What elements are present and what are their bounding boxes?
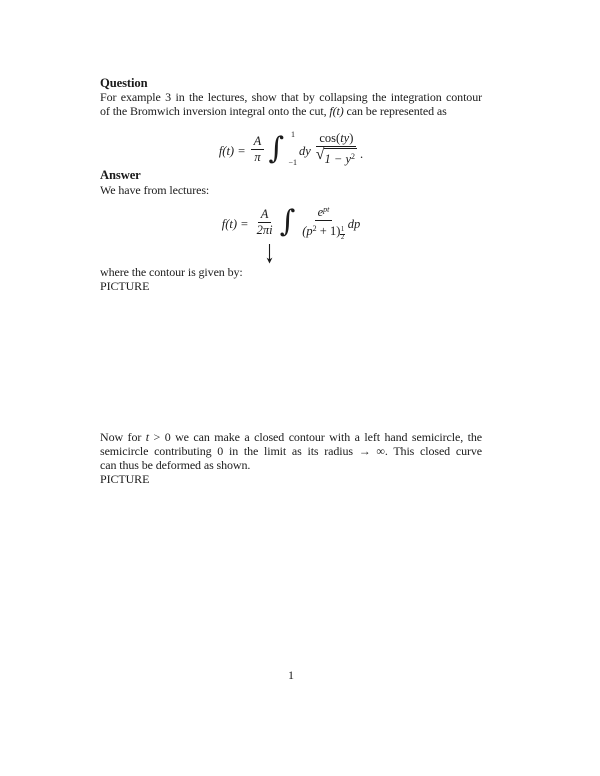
closing-line-1-pre: Now for <box>100 430 146 444</box>
integral-icon: ∫ <box>279 204 296 239</box>
formula1-lhs: f(t) = <box>218 144 246 158</box>
closing-line-1 <box>100 430 482 444</box>
formula2-exp-numerator <box>315 203 333 221</box>
closing-line-1-post: > 0 we can make a closed contour with a left hand semicircle, the <box>149 430 482 444</box>
formula1-cos-fn: cos( <box>319 131 341 145</box>
question-line-2 <box>100 104 482 118</box>
down-arrow-icon <box>264 243 275 268</box>
question-heading: Question <box>100 76 148 90</box>
formula2-exp-sup: pt <box>323 204 330 214</box>
formula1-integral <box>268 130 297 167</box>
formula1-lower-limit: −1 <box>288 158 297 167</box>
formula2-half-den: 2 <box>340 234 345 241</box>
answer-intro: We have from lectures: <box>100 183 210 197</box>
closing-line-2-text: semicircle contributing 0 in the limit as its radius → ∞. This closed curve <box>100 444 482 458</box>
formula1-cos-arg: ty <box>340 131 350 145</box>
formula2-numerator: A <box>258 208 272 223</box>
formula2-differential: dp <box>347 217 361 231</box>
formula1-radicand <box>324 148 357 166</box>
formula2-power-denominator <box>299 221 348 242</box>
formula1-fraction-cos-over-sqrt <box>313 132 360 166</box>
formula2-den-square: 2 <box>312 223 317 233</box>
closing-line-3: can thus be deformed as shown. <box>100 458 251 472</box>
formula1-numerator: A <box>251 135 265 150</box>
question-line-1-text: For example 3 in the lectures, show that by collapsing the integration contour <box>100 90 482 104</box>
picture-placeholder-2: PICTURE <box>100 472 150 486</box>
closing-line-2 <box>100 444 482 458</box>
formula1-radicand-body: 1 − y <box>324 152 352 166</box>
square-root <box>316 148 357 166</box>
formula1-differential: dy <box>298 144 311 158</box>
formula1-upper-limit: 1 <box>290 130 295 139</box>
formula2-fraction-exp-over-root <box>299 203 348 242</box>
answer-heading: Answer <box>100 168 141 182</box>
formula2-den-rest: + 1) <box>316 223 341 238</box>
formula1-cos-close: ) <box>349 131 354 145</box>
formula1-sqrt-denominator <box>313 147 360 166</box>
formula2-lhs: f(t) = <box>221 217 249 231</box>
formula2-fraction-A-over-2pii <box>254 208 276 237</box>
formula2-denominator: 2πi <box>256 222 273 237</box>
formula1-period: . <box>360 146 364 161</box>
formula2-den-open: (p <box>302 223 313 238</box>
display-formula-1 <box>100 127 482 171</box>
question-line-1 <box>100 90 482 104</box>
formula1-fraction-A-over-pi <box>251 135 265 164</box>
display-formula-2 <box>100 202 482 242</box>
formula1-denominator: π <box>254 149 261 164</box>
inline-math-f-of-t: f(t) <box>329 104 344 118</box>
formula1-cos-numerator <box>316 132 356 147</box>
formula1-radicand-exponent: 2 <box>351 152 356 161</box>
formula2-half-num: 1 <box>340 225 345 233</box>
contour-caption: where the contour is given by: <box>100 265 243 279</box>
formula2-exp-base: e <box>317 204 324 219</box>
integral-icon: ∫ <box>268 131 284 166</box>
picture-placeholder-1: PICTURE <box>100 279 150 293</box>
inline-math-t: t <box>145 430 149 444</box>
text-column <box>100 0 482 776</box>
page-number: 1 <box>288 668 294 682</box>
formula2-half-exponent <box>340 227 344 242</box>
radical-icon: √ <box>315 146 325 163</box>
question-line-2-post: can be represented as <box>343 104 447 118</box>
question-line-2-pre: of the Bromwich inversion integral onto the cut, <box>100 104 330 118</box>
